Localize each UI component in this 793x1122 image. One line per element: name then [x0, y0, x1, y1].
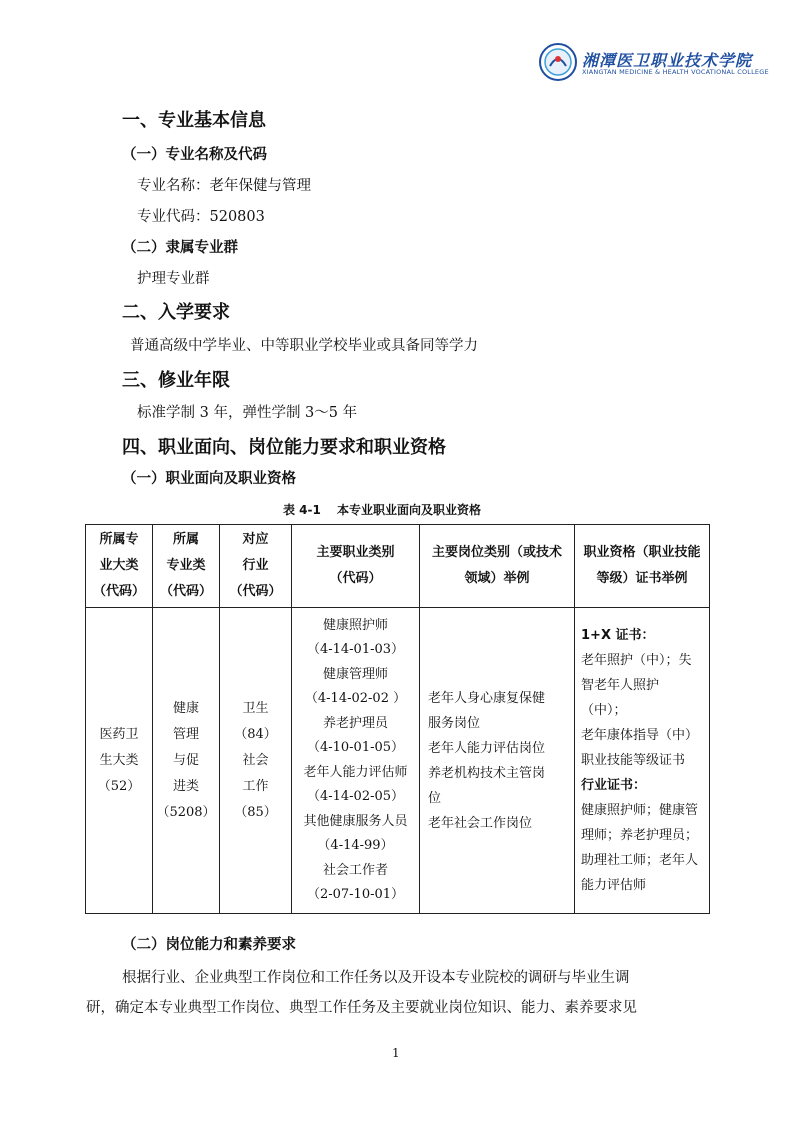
header-industry: 对应 行业 （代码）	[220, 525, 292, 608]
section-4-2-title: （二）岗位能力和素养要求	[122, 937, 296, 953]
header-major-category: 所属专 业大类 （代码）	[86, 525, 153, 608]
major-group: 护理专业群	[137, 271, 210, 287]
header-certificates: 职业资格（职业技能 等级）证书举例	[575, 525, 710, 608]
paragraph-line-2: 研，确定本专业典型工作岗位、典型工作任务及主要就业岗位知识、能力、素养要求见	[86, 1000, 637, 1016]
section-3-title: 三、修业年限	[122, 370, 230, 391]
major-name: 专业名称：老年保健与管理	[137, 178, 311, 194]
cert-1x-title: 1+X 证书：	[581, 628, 655, 643]
cell-positions: 老年人身心康复保健 服务岗位 老年人能力评估岗位 养老机构技术主管岗 位 老年社会工作岗位	[420, 608, 575, 914]
section-2-title: 二、入学要求	[122, 302, 230, 323]
career-orientation-table	[85, 524, 710, 914]
table-row	[86, 608, 710, 914]
section-4-title: 四、职业面向、岗位能力要求和职业资格	[122, 437, 446, 458]
cell-major-category: 医药卫 生大类 （52）	[86, 608, 153, 914]
table-header-row	[86, 525, 710, 608]
header-positions: 主要岗位类别（或技术 领域）举例	[420, 525, 575, 608]
section-1-title: 一、专业基本信息	[122, 110, 266, 131]
cell-certificates: 1+X 证书： 老年照护（中）；失 智老年人照护（中）； 老年康体指导（中） 职业技能等级证书 行业证书： 健康照护师；健康管 理师；养老护理员； 助理社工师；老年人 能力评估师	[575, 608, 710, 914]
cell-major-class: 健康 管理 与促 进类 （5208）	[153, 608, 220, 914]
page-number: 1	[392, 1046, 400, 1060]
cell-industry: 卫生 （84） 社会 工作 （85）	[220, 608, 292, 914]
admission-requirement: 普通高级中学毕业、中等职业学校毕业或具备同等学力	[130, 338, 478, 354]
college-emblem-icon	[538, 42, 578, 82]
logo-english-name: XIANGTAN MEDICINE & HEALTH VOCATIONAL COLLEGE	[582, 68, 769, 76]
cert-industry-title: 行业证书：	[581, 778, 647, 793]
section-1-2-title: （二）隶属专业群	[122, 240, 238, 256]
major-code: 专业代码：520803	[137, 209, 265, 225]
study-duration: 标准学制 3 年，弹性学制 3～5 年	[137, 405, 358, 421]
header-major-class: 所属 专业类 （代码）	[153, 525, 220, 608]
college-logo	[538, 42, 769, 86]
section-1-1-title: （一）专业名称及代码	[122, 147, 267, 163]
cell-occupations: 健康照护师 （4-14-01-03） 健康管理师 （4-14-02-02 ） 养老护理员 （4-10-01-05） 老年人能力评估师 （4-14-02-05） 其他健康服务人员 （4-14-99） 社会工作者 （2-07-10-01）	[292, 608, 420, 914]
header-occupation: 主要职业类别 （代码）	[292, 525, 420, 608]
table-caption: 表 4-1 本专业职业面向及职业资格	[283, 503, 482, 517]
paragraph-line-1: 根据行业、企业典型工作岗位和工作任务以及开设本专业院校的调研与毕业生调	[122, 970, 630, 986]
logo-chinese-name: 湘潭医卫职业技术学院	[582, 51, 753, 70]
section-4-1-title: （一）职业面向及职业资格	[122, 471, 296, 487]
